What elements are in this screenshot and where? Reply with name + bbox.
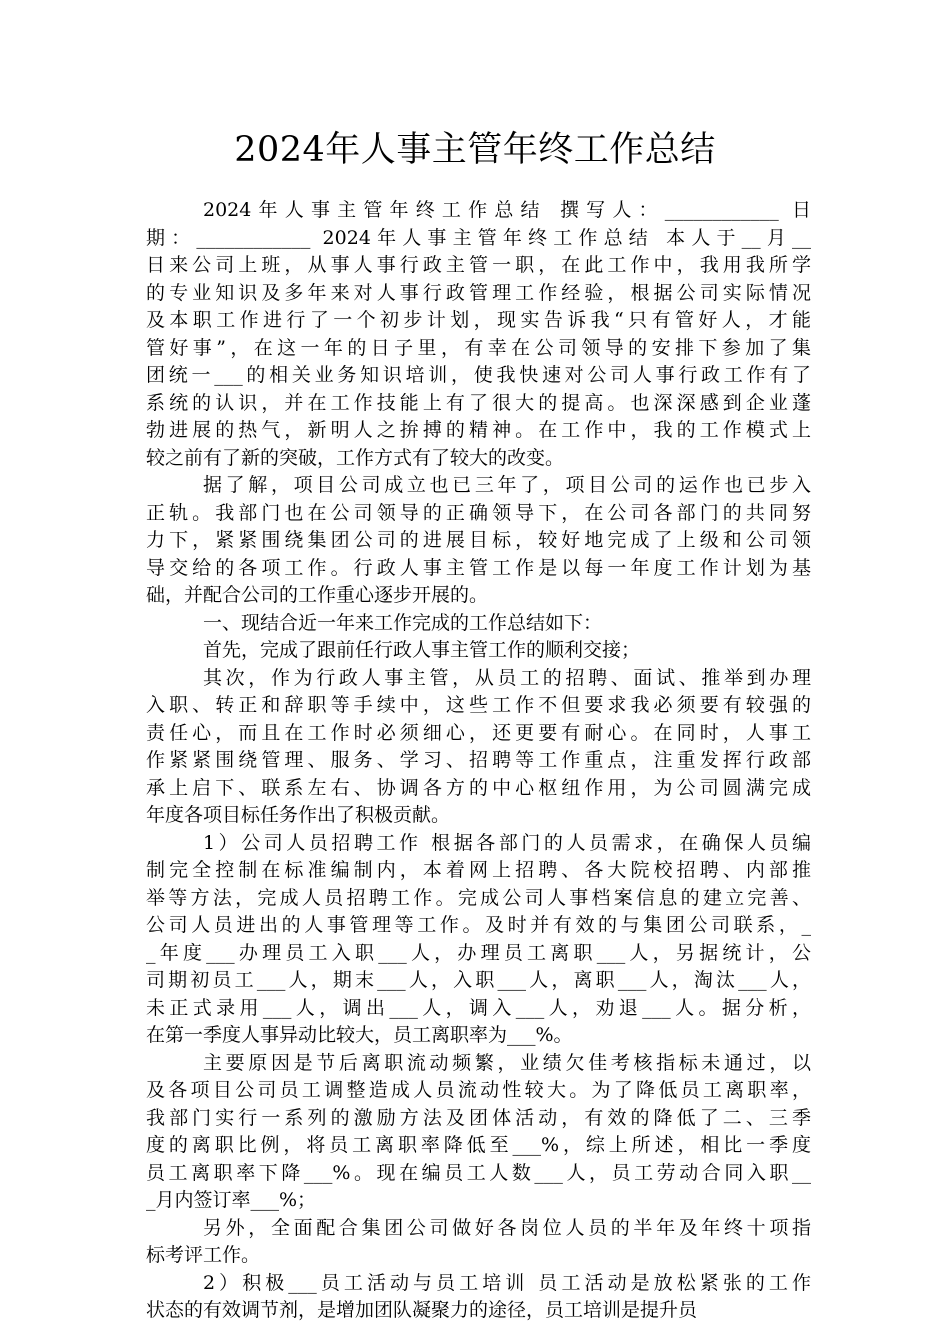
document-title: 2024年人事主管年终工作总结 [234, 130, 716, 170]
text-line: 作紧紧围绕管理、服务、学习、招聘等工作重点，注重发挥行政部 [146, 749, 811, 771]
text-line: 正轨。我部门也在公司领导的正确领导下，在公司各部门的共同努 [146, 501, 811, 524]
text-line: 勃进展的热气，新明人之拚搏的精神。在工作中，我的工作模式上 [146, 419, 811, 441]
text-line: 未正式录用___人，调出___人，调入___人，劝退___人。据分析， [146, 996, 811, 1019]
text-line: 2024年人事主管年终工作总结 撰写人：____________ 日 [203, 199, 811, 221]
text-line: 主要原因是节后离职流动频繁，业绩欠佳考核指标未通过，以 [203, 1051, 811, 1074]
text-line: 及各项目公司员工调整造成人员流动性较大。为了降低员工离职率， [146, 1079, 811, 1101]
paragraph [146, 1270, 811, 1325]
text-line: 举等方法，完成人员招聘工作。完成公司人事档案信息的建立完善、 [146, 886, 811, 909]
text-line: 员工离职率下降___%。现在编员工人数___人，员工劳动合同入职__ [146, 1161, 811, 1184]
text-line: _年度___办理员工入职___人，办理员工离职___人，另据统计，公 [146, 941, 811, 964]
text-line: 日来公司上班，从事人事行政主管一职，在此工作中，我用我所学 [146, 254, 811, 276]
document-body [146, 197, 811, 1325]
paragraph [146, 830, 811, 1050]
text-line: 导交给的各项工作。行政人事主管工作是以每一年度工作计划为基 [146, 556, 811, 579]
text-line: 司期初员工___人，期末___人，入职___人，离职___人，淘汰___人， [146, 969, 811, 991]
text-line: 础，并配合公司的工作重心逐步开展的。 [146, 584, 489, 606]
text-line: 责任心，而且在工作时必须细心，还更要有耐心。在同时，人事工 [146, 721, 811, 744]
text-line: 在第一季度人事异动比较大，员工离职率为___%。 [146, 1024, 573, 1046]
text-line: 度的离职比例，将员工离职率降低至___%，综上所述，相比一季度 [146, 1134, 811, 1156]
text-line: 另外，全面配合集团公司做好各岗位人员的半年及年终十项指 [203, 1216, 811, 1239]
paragraph [146, 197, 811, 472]
text-line: 入职、转正和辞职等手续中，这些工作不但要求我必须要有较强的 [146, 694, 811, 716]
text-line: 的专业知识及多年来对人事行政管理工作经验，根据公司实际情况 [146, 281, 811, 304]
text-line: 年度各项目标任务作出了积极贡献。 [146, 804, 451, 826]
paragraph [146, 472, 811, 610]
text-line: 团统一___的相关业务知识培训，使我快速对公司人事行政工作有了 [146, 364, 811, 386]
text-line: 力下，紧紧围绕集团公司的进展目标，较好地完成了上级和公司领 [146, 529, 811, 551]
text-line: 我部门实行一系列的激励方法及团体活动，有效的降低了二、三季 [146, 1106, 811, 1129]
text-line: 首先，完成了跟前任行政人事主管工作的顺利交接； [203, 639, 641, 661]
text-line: 据了解，项目公司成立也已三年了，项目公司的运作也已步入 [203, 474, 811, 496]
text-line: 管好事”，在这一年的日子里，有幸在公司领导的安排下参加了集 [146, 336, 811, 359]
paragraph [146, 1050, 811, 1215]
text-line: 2）积极___员工活动与员工培训 员工活动是放松紧张的工作 [203, 1271, 811, 1294]
paragraph [146, 1215, 811, 1270]
text-line: _月内签订率___%； [146, 1189, 317, 1211]
paragraph [146, 637, 811, 665]
text-line: 标考评工作。 [146, 1244, 261, 1266]
text-line: 系统的认识，并在工作技能上有了很大的提高。也深深感到企业蓬 [146, 391, 811, 414]
paragraph [146, 665, 811, 830]
paragraph [146, 610, 811, 638]
text-line: 一、现结合近一年来工作完成的工作总结如下： [203, 611, 603, 634]
text-line: 状态的有效调节剂，是增加团队凝聚力的途径，员工培训是提升员 [146, 1299, 698, 1321]
text-line: 期：____________ 2024年人事主管年终工作总结 本人于__月__ [146, 226, 811, 249]
text-line: 较之前有了新的突破，工作方式有了较大的改变。 [146, 446, 565, 469]
text-line: 公司人员进出的人事管理等工作。及时并有效的与集团公司联系，_ [146, 914, 811, 936]
text-line: 1）公司人员招聘工作 根据各部门的人员需求，在确保人员编 [203, 831, 811, 854]
text-line: 制完全控制在标准编制内，本着网上招聘、各大院校招聘、内部推 [146, 859, 811, 881]
text-line: 其次，作为行政人事主管，从员工的招聘、面试、推举到办理 [203, 666, 811, 689]
text-line: 及本职工作进行了一个初步计划，现实告诉我“只有管好人，才能 [146, 309, 811, 331]
text-line: 承上启下、联系左右、协调各方的中心枢纽作用，为公司圆满完成 [146, 776, 811, 799]
